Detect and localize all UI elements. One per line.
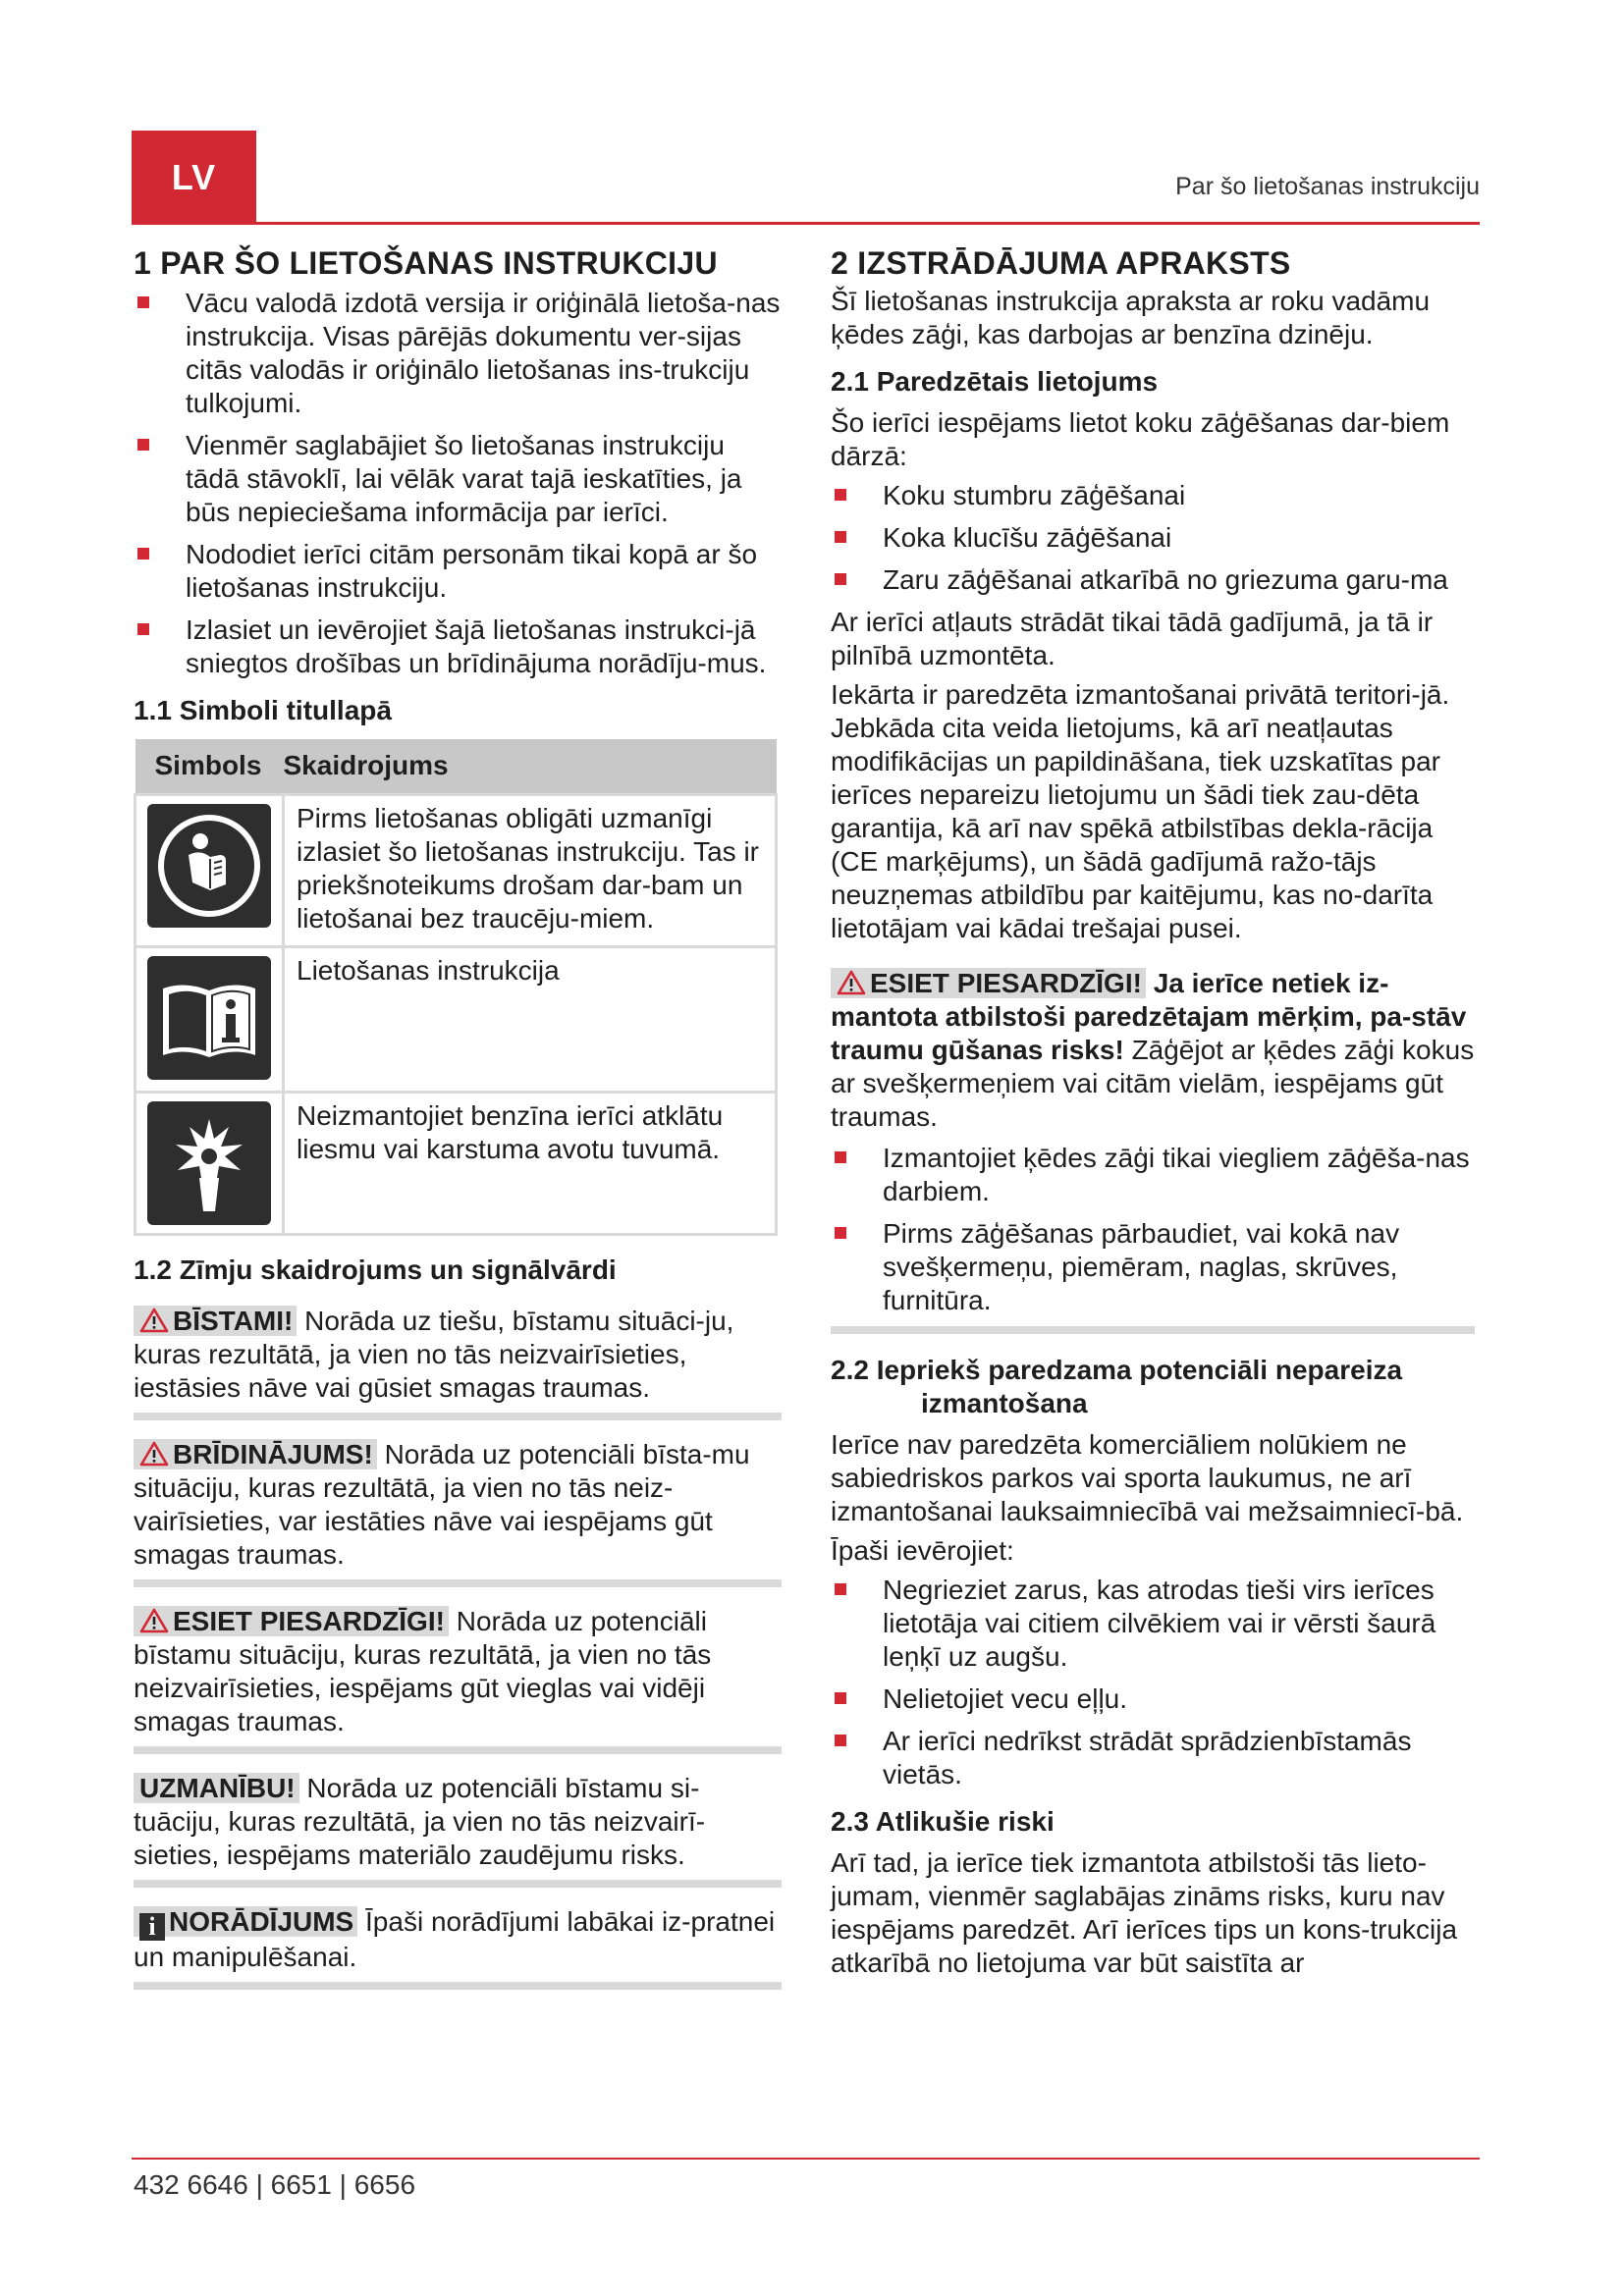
signal-text: Norāda uz tiešu, bīstamu situāci-ju, kuras rezultātā, ja vien no tās neizvairīsieties, iestāsies nāve vai gūsiet smagas traumas. (134, 1305, 734, 1403)
list-item: Ar ierīci nedrīkst strādāt sprādzienbīstamās vietās. (831, 1725, 1475, 1791)
warning-triangle-icon (139, 1308, 169, 1333)
signal-word: NORĀDĪJUMS (169, 1905, 354, 1937)
paragraph: Ierīce nav paredzēta komerciāliem nolūkiem ne sabiedriskos parkos vai sporta laukumus, ne arī izmantošanai lauksaimniecībā vai mežsaimniecī-bā. (831, 1429, 1464, 1526)
table-row (135, 1092, 777, 1234)
list-item: Pirms zāģēšanas pārbaudiet, vai kokā nav svešķermeņu, piemēram, naglas, skrūves, furnitūra. (831, 1217, 1475, 1317)
bullet-square-icon (137, 439, 149, 451)
table-header-symbol: Simbols (135, 739, 284, 794)
caution-list (831, 1142, 1475, 1317)
list-item: Koka klucīšu zāģēšanai (831, 521, 1475, 555)
info-icon: i (139, 1913, 165, 1941)
signal-word: UZMANĪBU! (134, 1773, 299, 1803)
running-header: Par šo lietošanas instrukciju (1175, 173, 1480, 200)
section-2-2-title: 2.2 Iepriekš paredzama potenciāli nepareiza izmantošana (831, 1355, 1403, 1418)
signal-text: Norāda uz potenciāli bīsta-mu situāciju, kuras rezultātā, ja vien no tās neiz-vairīsieties, var iestāties nāve vai iespējams gūt smagas traumas. (134, 1438, 750, 1570)
section-2-3-title: 2.3 Atlikušie riski (831, 1806, 1055, 1837)
signal-word: BRĪDINĀJUMS! (173, 1438, 373, 1469)
signal-caution (134, 1601, 782, 1754)
bullet-square-icon (835, 1151, 846, 1163)
table-row (135, 794, 777, 946)
signal-warning (134, 1434, 782, 1587)
divider (134, 1413, 782, 1420)
symbols-table (134, 739, 778, 1236)
bullet-square-icon (835, 1735, 846, 1746)
divider (134, 1982, 782, 1990)
left-column (134, 243, 782, 2000)
section-2-title: 2 IZSTRĀDĀJUMA APRAKSTS (831, 245, 1291, 281)
signal-hint (134, 1901, 782, 1990)
bullet-square-icon (835, 1227, 846, 1239)
divider (831, 1326, 1475, 1334)
paragraph: Īpaši ievērojiet: (831, 1535, 1014, 1566)
table-row (135, 946, 777, 1092)
signal-text: Īpaši norādījumi labākai iz-pratnei un manipulēšanai. (134, 1905, 776, 1972)
divider (134, 1746, 782, 1754)
right-column (831, 243, 1475, 1986)
section-2-1-list (831, 479, 1475, 597)
no-open-flame-icon (147, 1101, 271, 1225)
warning-triangle-icon (139, 1441, 169, 1467)
list-item: Zaru zāģēšanai atkarībā no griezuma garu-ma (831, 563, 1475, 597)
warning-triangle-icon (837, 970, 866, 995)
section-1-list (134, 287, 782, 680)
signal-word: BĪSTAMI! (173, 1305, 294, 1336)
paragraph: Iekārta ir paredzēta izmantošanai privātā teritori-jā. Jebkāda cita veida lietojums, kā arī neatļautas modifikācijas un papildināšana, tiek uzskatītas par ierīces nepareizu lietojumu un šādi tiek zau-dēta garantija, kā arī nav spēkā atbilstības dekla-rācija (CE marķējums), un šādā gadījumā ražo-tājs neuzņemas atbildību par kaitējumu, kas no-darīta lietotājam vai kādai trešajai pusei. (831, 679, 1450, 943)
section-2-1-intro: Šo ierīci iespējams lietot koku zāģēšanas dar-biem dārzā: (831, 407, 1450, 471)
list-item: Nododiet ierīci citām personām tikai kopā ar šo lietošanas instrukciju. (134, 538, 782, 605)
list-item: Vienmēr saglabājiet šo lietošanas instrukciju tādā stāvoklī, lai vēlāk varat tajā ieskatīties, ja būs nepieciešama informācija par ierīci. (134, 429, 782, 529)
warning-triangle-icon (139, 1608, 169, 1633)
signal-notice (134, 1768, 782, 1888)
list-item: Koku stumbru zāģēšanai (831, 479, 1475, 512)
table-header-explanation: Skaidrojums (284, 739, 777, 794)
section-1-2-title: 1.2 Zīmju skaidrojums un signālvārdi (134, 1254, 617, 1285)
caution-bold-text: Ja ierīce netiek iz-mantota atbilstoši paredzētajam mērķim, pa-stāv traumu gūšanas risks! (831, 968, 1467, 1065)
section-2-intro: Šī lietošanas instrukcija apraksta ar roku vadāmu ķēdes zāģi, kas darbojas ar benzīna dzinēju. (831, 286, 1431, 349)
bullet-square-icon (835, 489, 846, 501)
bullet-square-icon (835, 573, 846, 585)
section-1-1-title: 1.1 Simboli titullapā (134, 695, 392, 725)
signal-text: Norāda uz potenciāli bīstamu si-tuāciju, kuras rezultātā, ja vien no tās neizvairī-sieties, iespējams materiālo zaudējumu risks. (134, 1772, 706, 1870)
bullet-square-icon (835, 1583, 846, 1595)
section-2-2-list (831, 1574, 1475, 1791)
caution-box (831, 963, 1475, 1334)
list-item: Nelietojiet vecu eļļu. (831, 1682, 1475, 1716)
signal-word: ESIET PIESARDZĪGI! (173, 1605, 445, 1636)
section-1-title: 1 PAR ŠO LIETOŠANAS INSTRUKCIJU (134, 245, 718, 281)
divider (134, 1880, 782, 1888)
table-cell: Lietošanas instrukcija (284, 946, 777, 1092)
signal-word: ESIET PIESARDZĪGI! (870, 968, 1142, 998)
section-2-1-title: 2.1 Paredzētais lietojums (831, 366, 1159, 397)
language-badge: LV (132, 131, 256, 224)
manual-info-icon (147, 956, 271, 1080)
list-item: Negrieziet zarus, kas atrodas tieši virs ierīces lietotāja vai citiem cilvēkiem vai ir vērsti šaurā leņķī uz augšu. (831, 1574, 1475, 1674)
header-divider (132, 222, 1480, 225)
paragraph: Ar ierīci atļauts strādāt tikai tādā gadījumā, ja tā ir pilnībā uzmontēta. (831, 607, 1434, 670)
caution-text: Zāģējot ar ķēdes zāģi kokus ar svešķermeņiem vai citām vielām, iespējams gūt traumas. (831, 1035, 1475, 1132)
signal-danger (134, 1301, 782, 1420)
list-item: Izmantojiet ķēdes zāģi tikai viegliem zāģēša-nas darbiem. (831, 1142, 1475, 1208)
list-item: Izlasiet un ievērojiet šajā lietošanas instrukci-jā sniegtos drošības un brīdinājuma norādīju-mus. (134, 614, 782, 680)
bullet-square-icon (137, 296, 149, 308)
divider (134, 1579, 782, 1587)
table-header-row (135, 739, 777, 794)
list-item: Vācu valodā izdotā versija ir oriģinālā lietoša-nas instrukcija. Visas pārējās dokumentu ver-sijas citās valodās ir oriģinālo lietošanas ins-trukciju tulkojumi. (134, 287, 782, 420)
read-manual-icon (147, 804, 271, 928)
signal-text: Norāda uz potenciāli bīstamu situāciju, kuras rezultātā, ja vien no tās neizvairīsieties, iespējams gūt vieglas vai vidēji smagas traumas. (134, 1605, 712, 1736)
footer-model-numbers: 432 6646 | 6651 | 6656 (134, 2169, 416, 2200)
footer-divider (132, 2158, 1480, 2160)
bullet-square-icon (137, 548, 149, 560)
bullet-square-icon (835, 1692, 846, 1704)
table-cell: Neizmantojiet benzīna ierīci atklātu liesmu vai karstuma avotu tuvumā. (284, 1092, 777, 1234)
table-cell: Pirms lietošanas obligāti uzmanīgi izlasiet šo lietošanas instrukciju. Tas ir priekšnoteikums drošam dar-bam un lietošanai bez traucēju-miem. (284, 794, 777, 946)
bullet-square-icon (835, 531, 846, 543)
bullet-square-icon (137, 623, 149, 635)
paragraph: Arī tad, ja ierīce tiek izmantota atbilstoši tās lieto-jumam, vienmēr saglabājas zināms risks, kuru nav iespējams paredzēt. Arī ierīces tips un kons-trukcija atkarībā no lietojuma var būt saistīta ar (831, 1847, 1458, 1978)
